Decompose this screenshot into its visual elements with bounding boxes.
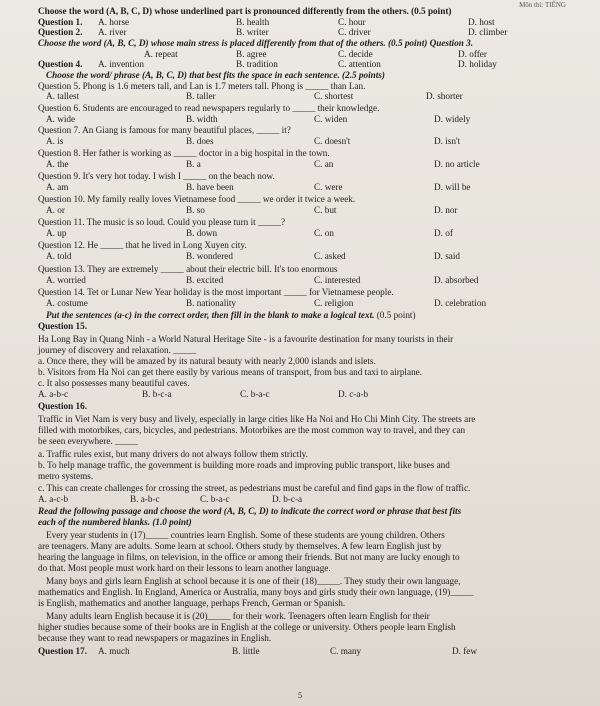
section3-instruction: Choose the word/ phrase (A, B, C, D) that best fits the space in each sentence. (2.5 points) <box>46 70 385 80</box>
q10-option-b[interactable]: B. so <box>186 205 205 215</box>
q7-option-b[interactable]: B. does <box>186 136 214 146</box>
passage-line-3: hearing the language in films, on television, in the office or among their friends. But not many are lucky enough to <box>38 552 460 562</box>
q15-intro-1: Ha Long Bay in Quang Ninh - a World Natural Heritage Site - is a favourite destination for many tourists in their <box>38 334 454 344</box>
q9-text: Question 9. It's very hot today. I wish I _____ on the beach now. <box>38 171 275 181</box>
passage-line-8: Many adults learn English because it is (20)_____ for their work. Teenagers often learn English for their <box>46 611 430 621</box>
q8-option-d[interactable]: D. no article <box>434 159 480 169</box>
q4-option-a[interactable]: A. invention <box>98 59 144 69</box>
q5-option-a[interactable]: A. tallest <box>46 91 80 101</box>
q13-option-d[interactable]: D. absorbed <box>434 275 479 285</box>
q16-intro-3: be seen everywhere. _____ <box>38 436 138 446</box>
section4-instruction-row <box>46 310 600 321</box>
q15-intro-2: journey of discovery and relaxation. _____ <box>38 345 197 355</box>
q14-text: Question 14. Tet or Lunar New Year holiday is the most important _____ for Vietnamese people. <box>38 287 394 297</box>
q16-intro-1: Traffic in Viet Nam is very busy and lively, especially in large cities like Ha Noi and Ho Chi Minh City. The streets are <box>38 414 476 424</box>
q3-option-d[interactable]: D. offer <box>458 49 487 59</box>
q2-option-b[interactable]: B. writer <box>236 27 269 37</box>
q6-option-b[interactable]: B. width <box>186 114 218 124</box>
q6-option-c[interactable]: C. widen <box>314 114 348 124</box>
page-number: 5 <box>298 691 302 700</box>
q13-option-b[interactable]: B. excited <box>186 275 224 285</box>
section5-instruction-2: each of the numbered blanks. (1.0 point) <box>38 517 192 527</box>
q7-text: Question 7. An Giang is famous for many beautiful places, _____ it? <box>38 125 291 135</box>
q13-text: Question 13. They are extremely _____ about their electric bill. It's too enormous <box>38 264 338 274</box>
q11-option-b[interactable]: B. down <box>186 228 218 238</box>
section1-instruction: Choose the word (A, B, C, D) whose underlined part is pronounced differently from the others. (0.5 point) <box>38 6 452 16</box>
q7-option-a[interactable]: A. is <box>46 136 64 146</box>
q17-option-a[interactable]: A. much <box>98 646 130 656</box>
passage-line-6: mathematics and English. In England, America or Australia, many boys and girls study their own language, (19)_____ <box>38 587 474 597</box>
q10-option-a[interactable]: A. or <box>46 205 65 215</box>
q6-option-a[interactable]: A. wide <box>46 114 76 124</box>
passage-line-5: Many boys and girls learn English at school because it is one of their (18)_____. They study their own language, <box>46 576 461 586</box>
q6-text: Question 6. Students are encouraged to read newspapers regularly to _____ their knowledge. <box>38 103 380 113</box>
q3-option-a[interactable]: A. repeat <box>144 49 178 59</box>
q10-option-c[interactable]: C. but <box>314 205 337 215</box>
passage-line-7: is English, mathematics and another language, perhaps French, German or Spanish. <box>38 598 346 608</box>
q1-option-c[interactable]: C. hour <box>338 17 366 27</box>
q4-label: Question 4. <box>38 59 83 69</box>
q16-label: Question 16. <box>38 401 88 411</box>
header-subject: Môn thi: TIẾNG <box>519 1 566 9</box>
q7-option-c[interactable]: C. doesn't <box>314 136 351 146</box>
passage-line-2: are teenagers. Many are adults. Some learn at school. Others study by themselves. A few learn English just by <box>38 541 442 551</box>
q5-text: Question 5. Phong is 1.6 meters tall, and Lan is 1.7 meters tall. Phong is _____ than Lan. <box>38 81 366 91</box>
q12-option-c[interactable]: C. asked <box>314 251 346 261</box>
q1-label: Question 1. <box>38 17 83 27</box>
q17-option-c[interactable]: C. many <box>330 646 362 656</box>
q8-option-a[interactable]: A. the <box>46 159 69 169</box>
q11-text: Question 11. The music is so loud. Could you please turn it _____? <box>38 217 286 227</box>
q15-option-a[interactable]: A. a-b-c <box>38 389 69 399</box>
q9-option-d[interactable]: D. will be <box>434 182 471 192</box>
q16-sentence-a: a. Traffic rules exist, but many drivers do not always follow them strictly. <box>38 449 308 459</box>
q3-option-c[interactable]: C. decide <box>338 49 373 59</box>
q14-option-d[interactable]: D. celebration <box>434 298 487 308</box>
q15-option-c[interactable]: C. b-a-c <box>240 389 270 399</box>
q14-option-a[interactable]: A. costume <box>46 298 88 308</box>
q1-option-b[interactable]: B. health <box>236 17 270 27</box>
section4-points: (0.5 point) <box>376 310 416 320</box>
q7-option-d[interactable]: D. isn't <box>434 136 461 146</box>
q16-sentence-b-2: metro systems. <box>38 471 94 481</box>
q9-option-b[interactable]: B. have been <box>186 182 234 192</box>
q16-intro-2: filled with motorbikes, cars, bicycles, and pedestrians. Motorbikes are the most common way to travel, and they can <box>38 425 466 435</box>
q1-option-d[interactable]: D. host <box>468 17 495 27</box>
q16-option-d[interactable]: D. b-c-a <box>272 494 303 504</box>
q8-option-c[interactable]: C. an <box>314 159 334 169</box>
q14-option-b[interactable]: B. nationality <box>186 298 237 308</box>
q12-option-b[interactable]: B. wondered <box>186 251 233 261</box>
q15-sentence-b: b. Visitors from Ha Noi can get there easily by various means of transport, from bus and taxi to airplane. <box>38 367 423 377</box>
q10-text: Question 10. My family really loves Vietnamese food _____ we order it twice a week. <box>38 194 356 204</box>
q1-option-a[interactable]: A. horse <box>98 17 130 27</box>
q15-option-d[interactable]: D. c-a-b <box>338 389 369 399</box>
q16-option-b[interactable]: B. a-b-c <box>130 494 160 504</box>
q5-option-b[interactable]: B. taller <box>186 91 216 101</box>
q5-option-d[interactable]: D. shorter <box>426 91 463 101</box>
q2-option-a[interactable]: A. river <box>98 27 127 37</box>
q15-option-b[interactable]: B. b-c-a <box>142 389 172 399</box>
q16-sentence-c: c. This can create challenges for crossing the street, as pedestrians must be careful and find gaps in the flow of traffic. <box>38 483 471 493</box>
section2-instruction: Choose the word (A, B, C, D) whose main stress is placed differently from that of the others. (0.5 point) Question 3. <box>38 38 473 48</box>
q8-option-b[interactable]: B. a <box>186 159 201 169</box>
passage-line-9: higher studies because some of their books are in English at the college or university. Others people learn English <box>38 622 456 632</box>
q15-sentence-a: a. Once there, they will be amazed by its natural beauty with nearly 2,000 islands and islets. <box>38 356 376 366</box>
q16-option-c[interactable]: C. b-a-c <box>200 494 230 504</box>
q12-option-a[interactable]: A. told <box>46 251 72 261</box>
q4-option-d[interactable]: D. holiday <box>458 59 497 69</box>
q15-label: Question 15. <box>38 321 88 331</box>
q8-text: Question 8. Her father is working as _____ doctor in a big hospital in the town. <box>38 148 330 158</box>
q13-option-a[interactable]: A. worried <box>46 275 86 285</box>
q6-option-d[interactable]: D. widely <box>434 114 471 124</box>
q12-text: Question 12. He _____ that he lived in Long Xuyen city. <box>38 240 247 250</box>
q17-option-b[interactable]: B. little <box>232 646 260 656</box>
q16-sentence-b-1: b. To help manage traffic, the government is building more roads and improving public transport, like buses and <box>38 460 450 470</box>
q12-option-d[interactable]: D. said <box>434 251 461 261</box>
passage-line-10: because they want to read newspapers or magazines in English. <box>38 633 272 643</box>
q4-option-b[interactable]: B. tradition <box>236 59 278 69</box>
passage-line-1: Every year students in (17)_____ countries learn English. Some of these students are young children. Others <box>46 530 445 540</box>
q11-option-c[interactable]: C. on <box>314 228 334 238</box>
q16-option-a[interactable]: A. a-c-b <box>38 494 69 504</box>
q13-option-c[interactable]: C. interested <box>314 275 361 285</box>
q3-option-b[interactable]: B. agree <box>236 49 267 59</box>
section5-instruction-1: Read the following passage and choose the word (A, B, C, D) to indicate the correct word or phrase that best fits <box>38 506 462 516</box>
q11-option-a[interactable]: A. up <box>46 228 67 238</box>
q9-option-c[interactable]: C. were <box>314 182 343 192</box>
q17-option-d[interactable]: D. few <box>452 646 478 656</box>
q10-option-d[interactable]: D. nor <box>434 205 458 215</box>
q2-option-d[interactable]: D. climber <box>468 27 508 37</box>
q4-option-c[interactable]: C. attention <box>338 59 381 69</box>
q5-option-c[interactable]: C. shortest <box>314 91 354 101</box>
q15-sentence-c: c. It also possesses many beautiful caves. <box>38 378 190 388</box>
section4-instruction: Put the sentences (a-c) in the correct order, then fill in the blank to make a logical text. <box>46 310 375 320</box>
q11-option-d[interactable]: D. of <box>434 228 453 238</box>
passage-line-4: do that. Most people must work hard on their lessons to learn another language. <box>38 563 331 573</box>
q2-option-c[interactable]: C. driver <box>338 27 371 37</box>
q9-option-a[interactable]: A. am <box>46 182 69 192</box>
q17-label: Question 17. <box>38 646 88 656</box>
q2-label: Question 2. <box>38 27 83 37</box>
q14-option-c[interactable]: C. religion <box>314 298 354 308</box>
